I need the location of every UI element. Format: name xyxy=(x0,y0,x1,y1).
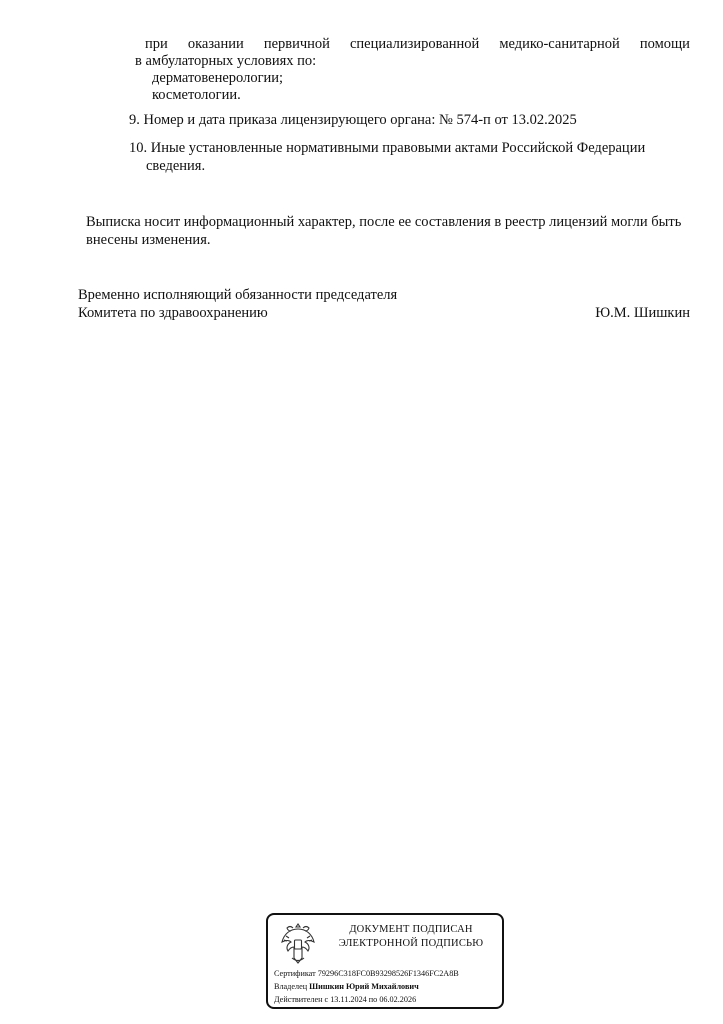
intro-word: оказании xyxy=(187,36,244,52)
stamp-valid-row xyxy=(274,995,416,1004)
valid-value: с 13.11.2024 по 06.02.2026 xyxy=(324,995,417,1004)
stamp-subtitle: ЭЛЕКТРОННОЙ ПОДПИСЬЮ xyxy=(338,938,484,949)
owner-label: Владелец xyxy=(274,982,308,991)
item-intro-continuation: в амбулаторных условиях по: xyxy=(135,53,317,69)
note-line1: Выписка носит информационный характер, после ее составления в реестр лицензий могли быть xyxy=(86,214,682,230)
item-10-line1: 10. Иные установленные нормативными правовыми актами Российской Федерации xyxy=(129,140,646,156)
note-line2: внесены изменения. xyxy=(86,232,211,248)
intro-word: помощи xyxy=(639,36,690,52)
signatory-position-line1: Временно исполняющий обязанности председателя xyxy=(78,287,398,303)
electronic-signature-stamp xyxy=(266,913,504,1009)
certificate-label: Сертификат xyxy=(274,969,316,978)
intro-word: первичной xyxy=(263,36,330,52)
owner-value: Шишкин Юрий Михайлович xyxy=(309,982,419,991)
intro-word: медико-санитарной xyxy=(499,36,620,52)
stamp-owner-row xyxy=(274,982,419,991)
intro-word: при xyxy=(145,36,168,52)
stamp-title: ДОКУМЕНТ ПОДПИСАН xyxy=(349,924,473,935)
signatory-name: Ю.М. Шишкин xyxy=(595,305,690,321)
service-item: косметологии. xyxy=(152,87,241,103)
service-item: дерматовенерологии; xyxy=(152,70,284,86)
stamp-certificate-row xyxy=(274,969,459,978)
item-intro-line xyxy=(145,36,690,53)
intro-word: специализированной xyxy=(349,36,480,52)
signatory-position-line2: Комитета по здравоохранению xyxy=(78,305,268,321)
item-9: 9. Номер и дата приказа лицензирующего органа: № 574-п от 13.02.2025 xyxy=(129,112,577,128)
coat-of-arms-icon xyxy=(278,920,318,966)
valid-label: Действителен xyxy=(274,995,323,1004)
certificate-value: 79296C318FC0B93298526F1346FC2A8B xyxy=(317,969,459,978)
item-10-line2: сведения. xyxy=(146,158,206,174)
